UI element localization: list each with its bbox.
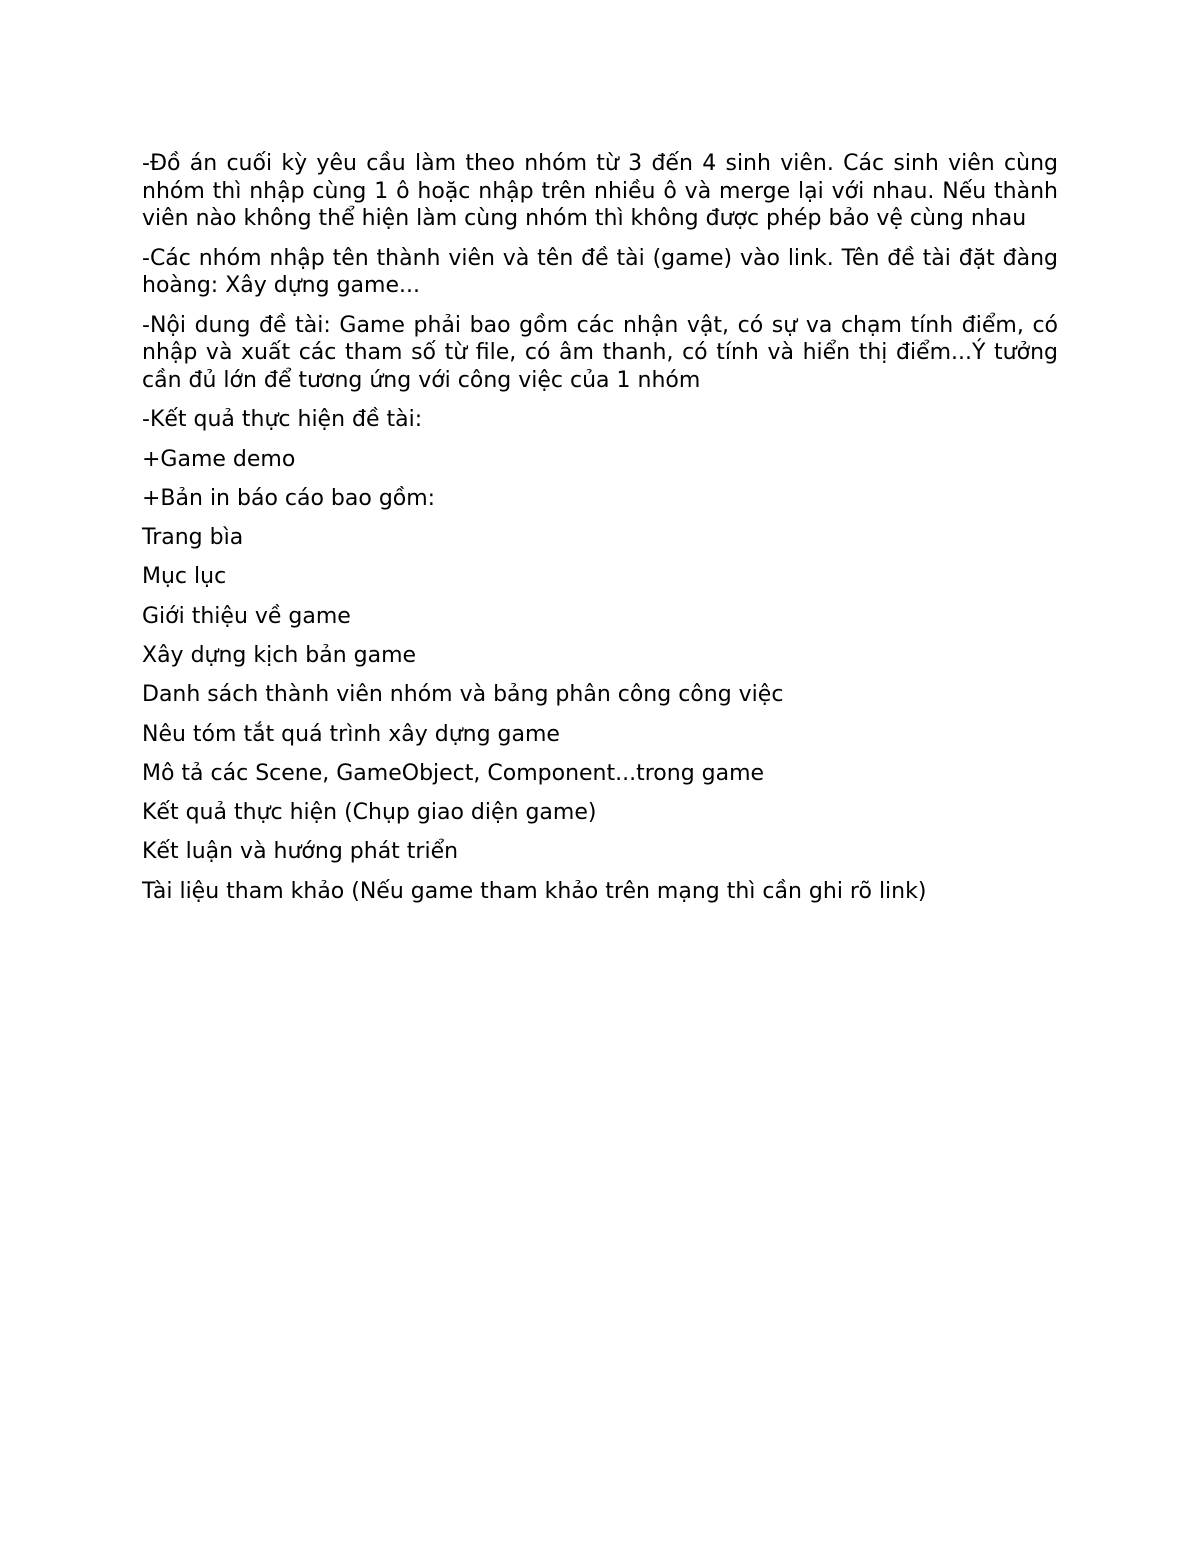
paragraph-requirements: -Đồ án cuối kỳ yêu cầu làm theo nhóm từ 3 đến 4 sinh viên. Các sinh viên cùng nhóm thì nhập cùng 1 ô hoặc nhập trên nhiều ô và merge lại với nhau. Nếu thành viên nào không thể hiện làm cùng nhóm thì không được phép bảo vệ cùng nhau: [142, 151, 1058, 231]
report-item-results: Kết quả thực hiện (Chụp giao diện game): [142, 800, 597, 826]
paragraph-results-heading: -Kết quả thực hiện đề tài:: [142, 407, 423, 432]
deliverable-game-demo: +Game demo: [142, 446, 296, 472]
report-item-members: Danh sách thành viên nhóm và bảng phân công công việc: [142, 682, 784, 708]
document-page: [142, 150, 1058, 917]
report-item-cover: Trang bìa: [142, 525, 244, 551]
report-item-toc: Mục lục: [142, 564, 227, 590]
report-item-scenario: Xây dựng kịch bản game: [142, 642, 417, 668]
report-item-intro: Giới thiệu về game: [142, 603, 351, 629]
deliverable-printed-report: +Bản in báo cáo bao gồm:: [142, 485, 436, 511]
paragraph-topic-registration: -Các nhóm nhập tên thành viên và tên đề tài (game) vào link. Tên đề tài đặt đàng hoàng: Xây dựng game...: [142, 245, 1058, 298]
paragraph-topic-content: -Nội dung đề tài: Game phải bao gồm các nhận vật, có sự va chạm tính điểm, có nhập và xuất các tham số từ file, có âm thanh, có tính và hiển thị điểm...Ý tưởng cần đủ lớn để tương ứng với công việc của 1 nhóm: [142, 312, 1058, 393]
report-item-scenes: Mô tả các Scene, GameObject, Component...trong game: [142, 760, 765, 786]
report-item-process: Nêu tóm tắt quá trình xây dựng game: [142, 721, 560, 747]
report-item-references: Tài liệu tham khảo (Nếu game tham khảo trên mạng thì cần ghi rõ link): [142, 878, 927, 904]
report-item-conclusion: Kết luận và hướng phát triển: [142, 839, 459, 865]
